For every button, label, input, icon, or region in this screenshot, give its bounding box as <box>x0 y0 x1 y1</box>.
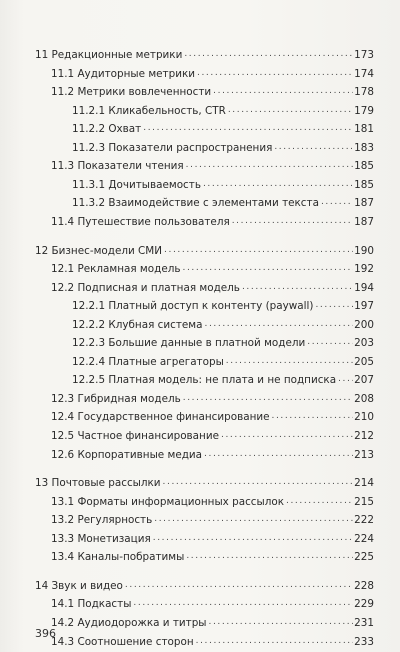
dot-leader <box>196 636 354 646</box>
toc-entry <box>35 472 374 490</box>
toc-entry-title: 14 Звук и видео <box>35 579 123 592</box>
toc-entry-page: 194 <box>354 281 374 294</box>
dot-leader <box>204 319 353 329</box>
toc-entry-page: 212 <box>354 430 374 442</box>
toc-entry-title: 12.4 Государственное финансирование <box>51 411 270 424</box>
toc-entry-title: 12.2 Подписная и платная модель <box>51 281 240 294</box>
toc-entry-title: 12.2.2 Клубная система <box>72 318 203 331</box>
toc-entry-page: 203 <box>354 337 374 350</box>
dot-leader <box>186 551 353 561</box>
toc-entry-page: 178 <box>354 86 374 99</box>
toc-entry-page: 181 <box>354 123 374 136</box>
toc-entry <box>51 444 374 462</box>
dot-leader <box>221 430 353 440</box>
toc-entry <box>51 211 374 229</box>
toc-entry <box>72 314 374 332</box>
toc-entry <box>51 277 374 295</box>
toc-entry-page: 173 <box>354 49 374 61</box>
toc-entry <box>51 388 374 406</box>
toc-entry-page: 187 <box>354 215 374 228</box>
dot-leader <box>133 598 353 608</box>
toc-entry-page: 208 <box>354 392 374 405</box>
toc-entry-title: 12.5 Частное финансирование <box>51 430 219 442</box>
toc-entry <box>35 575 374 593</box>
toc-entry <box>51 546 374 564</box>
toc-entry-title: 13 Почтовые рассылки <box>35 477 161 490</box>
dot-leader <box>232 216 353 226</box>
dot-leader <box>274 142 353 152</box>
dot-leader <box>182 263 353 273</box>
dot-leader <box>209 617 354 627</box>
toc-entry-title: 13.3 Монетизация <box>51 532 151 545</box>
toc-entry-title: 13.1 Форматы информационных рассылок <box>51 495 284 508</box>
toc-entry-page: 187 <box>354 197 374 210</box>
dot-leader <box>286 496 353 506</box>
toc-entry-page: 200 <box>354 318 374 331</box>
toc-entry-title: 12 Бизнес-модели СМИ <box>35 244 163 257</box>
dot-leader <box>307 337 353 347</box>
toc-entry-title: 12.1 Рекламная модель <box>51 263 181 276</box>
toc-entry-page: 228 <box>354 579 374 592</box>
toc-entry-title: 11.4 Путешествие пользователя <box>51 215 230 228</box>
toc-entry-page: 213 <box>354 448 374 461</box>
toc-entry-page: 185 <box>354 160 374 173</box>
dot-leader <box>213 86 353 96</box>
toc-entry-page: 231 <box>354 616 374 629</box>
toc-entry <box>72 351 374 369</box>
toc-entry-title: 12.2.4 Платные агрегаторы <box>72 355 224 368</box>
toc-entry-page: 224 <box>354 532 374 545</box>
toc-entry-title: 11.3.1 Дочитываемость <box>72 178 201 191</box>
toc-entry-title: 11.2.1 Кликабельность, CTR <box>72 104 226 117</box>
toc-entry-title: 12.6 Корпоративные медиа <box>51 448 203 461</box>
toc-entry-page: 207 <box>354 374 374 387</box>
dot-leader <box>315 300 353 310</box>
toc-entry-title: 12.2.1 Платный доступ к контенту (paywall) <box>72 300 314 313</box>
toc-entry <box>51 155 374 173</box>
toc-entry-page: 222 <box>354 514 374 527</box>
toc-entry-title: 12.3 Гибридная модель <box>51 392 181 405</box>
toc-entry <box>35 44 374 62</box>
dot-leader <box>203 179 353 189</box>
toc-entry-page: 214 <box>354 477 374 490</box>
dot-leader <box>338 374 353 384</box>
toc-entry <box>51 425 374 443</box>
dot-leader <box>153 533 353 543</box>
toc-entry-page: 210 <box>354 411 374 424</box>
toc-entry <box>51 528 374 546</box>
dot-leader <box>164 245 353 255</box>
toc-entry <box>51 509 374 527</box>
toc-entry-page: 225 <box>354 551 374 564</box>
toc-entry <box>72 192 374 210</box>
toc-entry <box>51 406 374 424</box>
toc-entry-title: 13.2 Регулярность <box>51 514 153 527</box>
toc-entry-title: 11.2 Метрики вовлеченности <box>51 86 212 99</box>
toc-entry <box>72 118 374 136</box>
toc-entry-title: 12.2.3 Большие данные в платной модели <box>72 337 306 350</box>
dot-leader <box>242 282 353 292</box>
toc-entry-page: 192 <box>354 263 374 276</box>
toc-entry-page: 174 <box>354 67 374 80</box>
dot-leader <box>228 105 353 115</box>
toc-entry <box>72 100 374 118</box>
toc-entry <box>72 137 374 155</box>
toc-entry-page: 197 <box>354 300 374 313</box>
toc-entry-title: 11.1 Аудиторные метрики <box>51 67 195 80</box>
toc-entry-page: 229 <box>354 598 374 611</box>
toc-entry-page: 233 <box>354 635 374 648</box>
toc-entry-title: 12.2.5 Платная модель: не плата и не подписка <box>72 374 337 387</box>
toc-entry <box>51 491 374 509</box>
toc-entry-title: 14.1 Подкасты <box>51 598 132 611</box>
toc-entry <box>51 63 374 81</box>
toc-entry <box>35 240 374 258</box>
dot-leader <box>204 449 353 459</box>
dot-leader <box>321 197 353 207</box>
toc-entry-page: 205 <box>354 355 374 368</box>
toc-entry <box>72 174 374 192</box>
toc-entry-page: 190 <box>354 244 374 257</box>
toc-entry-title: 13.4 Каналы-побратимы <box>51 551 185 564</box>
toc-entry <box>51 258 374 276</box>
toc-entry-page: 185 <box>354 178 374 191</box>
toc-entry <box>72 369 374 387</box>
toc-entry <box>51 81 374 99</box>
dot-leader <box>226 356 353 366</box>
dot-leader <box>125 580 353 590</box>
toc-entry <box>72 332 374 350</box>
toc-entry-title: 14.3 Соотношение сторон <box>51 635 194 648</box>
toc-entry <box>72 295 374 313</box>
dot-leader <box>163 477 354 487</box>
dot-leader <box>186 160 353 170</box>
dot-leader <box>183 393 353 403</box>
toc-entry-title: 11 Редакционные метрики <box>35 49 183 61</box>
toc-entry <box>51 593 374 611</box>
toc-entry-title: 11.3 Показатели чтения <box>51 160 184 173</box>
toc-entry-page: 183 <box>354 141 374 154</box>
dot-leader <box>197 68 353 78</box>
toc-entry <box>51 612 374 630</box>
dot-leader <box>272 411 354 421</box>
toc-entry <box>51 631 374 649</box>
page-number: 396 <box>35 627 56 640</box>
toc-entry-title: 14.2 Аудиодорожка и титры <box>51 616 207 629</box>
dot-leader <box>154 514 353 524</box>
toc-entry-page: 215 <box>354 495 374 508</box>
toc-entry-title: 11.2.2 Охват <box>72 123 142 136</box>
toc-entry-title: 11.2.3 Показатели распространения <box>72 141 273 154</box>
dot-leader <box>143 123 353 133</box>
dot-leader <box>184 49 353 59</box>
toc-entry-page: 179 <box>354 104 374 117</box>
toc-entry-title: 11.3.2 Взаимодействие с элементами текста <box>72 197 319 210</box>
